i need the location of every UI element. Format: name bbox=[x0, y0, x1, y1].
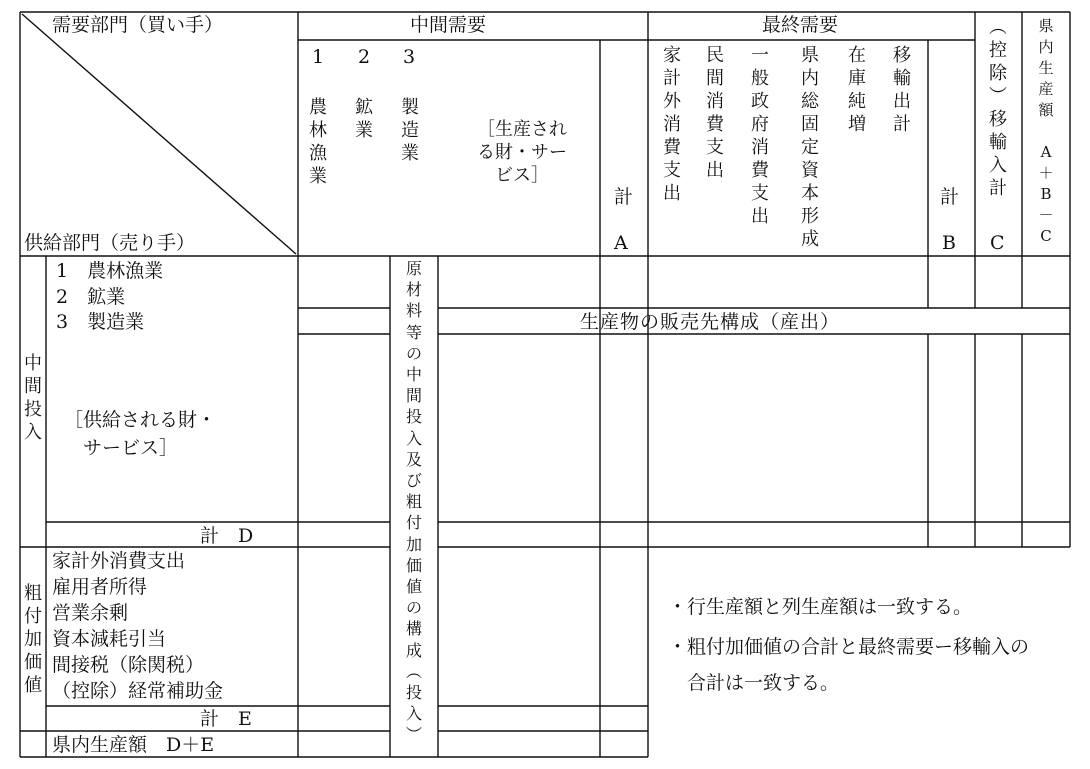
intermediate-total-letter: A bbox=[614, 232, 628, 254]
supplied-goods-label: ［供給される財・ サービス］ bbox=[64, 409, 217, 459]
row-employee-compensation: 雇用者所得 bbox=[52, 576, 148, 598]
row-agriculture: 1 農林漁業 bbox=[56, 260, 164, 282]
produced-goods-label: ［生産され る財・サー ビス］ bbox=[477, 119, 567, 186]
col-name-fixed-capital: 県 内 総 固 定 資 本 形 成 bbox=[801, 45, 819, 250]
note-line-1: ・行生産額と列生産額は一致する。 bbox=[668, 596, 973, 618]
col-name-exports: 移 輸 出 計 bbox=[893, 45, 911, 135]
row-subsidies: （控除）経常補助金 bbox=[52, 680, 224, 702]
imports-label: ︵ 控 除 ︶ 移 輸 入 計 bbox=[989, 17, 1007, 199]
sales-structure-label: 生産物の販売先構成（産出） bbox=[580, 311, 841, 333]
gross-output-row-label: 県内生産額 D＋E bbox=[52, 734, 215, 756]
col-number-1: 1 bbox=[312, 46, 325, 68]
demand-sector-label: 需要部門（買い手） bbox=[52, 14, 224, 36]
value-added-total-label: 計 E bbox=[200, 708, 252, 730]
input-structure-label: 原 材 料 等 の 中 間 投 入 及 び 粗 付 加 価 値 の 構 成 ︵ 投 入 ︶ bbox=[405, 259, 422, 745]
final-total-label: 計 bbox=[940, 186, 960, 208]
col-name-government-consumption: 一 般 政 府 消 費 支 出 bbox=[751, 45, 769, 227]
col-name-inventory: 在 庫 純 増 bbox=[848, 45, 866, 135]
final-total-letter: B bbox=[942, 232, 956, 254]
row-depreciation: 資本減耗引当 bbox=[52, 628, 167, 650]
row-operating-surplus: 営業余剰 bbox=[52, 602, 129, 624]
gross-output-col-label: 県 内 生 産 額 A ＋ B － C bbox=[1038, 17, 1054, 245]
row-mining: 2 鉱業 bbox=[56, 286, 126, 308]
row-household-external: 家計外消費支出 bbox=[52, 550, 186, 572]
col-number-3: 3 bbox=[403, 46, 416, 68]
intermediate-input-total-label: 計 D bbox=[200, 525, 254, 547]
col-number-2: 2 bbox=[358, 46, 371, 68]
col-name-private-consumption: 民 間 消 費 支 出 bbox=[706, 45, 724, 181]
row-indirect-tax: 間接税（除関税） bbox=[52, 654, 205, 676]
note-line-3: 合計は一致する。 bbox=[668, 672, 840, 694]
final-demand-title: 最終需要 bbox=[762, 14, 839, 36]
supply-sector-label: 供給部門（売り手） bbox=[24, 232, 196, 254]
intermediate-input-side-label: 中 間 投 入 bbox=[24, 353, 42, 443]
intermediate-total-label: 計 bbox=[614, 186, 634, 208]
imports-letter: C bbox=[990, 232, 1005, 254]
note-line-2: ・粗付加価値の合計と最終需要ー移輸入の bbox=[668, 636, 1030, 658]
col-name-agriculture: 農 林 漁 業 bbox=[309, 97, 327, 187]
col-name-household-external: 家 計 外 消 費 支 出 bbox=[663, 45, 681, 204]
row-manufacturing: 3 製造業 bbox=[56, 311, 145, 333]
intermediate-demand-title: 中間需要 bbox=[410, 14, 487, 36]
col-name-manufacturing: 製 造 業 bbox=[401, 97, 419, 164]
col-name-mining: 鉱 業 bbox=[355, 97, 373, 141]
value-added-side-label: 粗 付 加 価 値 bbox=[24, 583, 42, 696]
